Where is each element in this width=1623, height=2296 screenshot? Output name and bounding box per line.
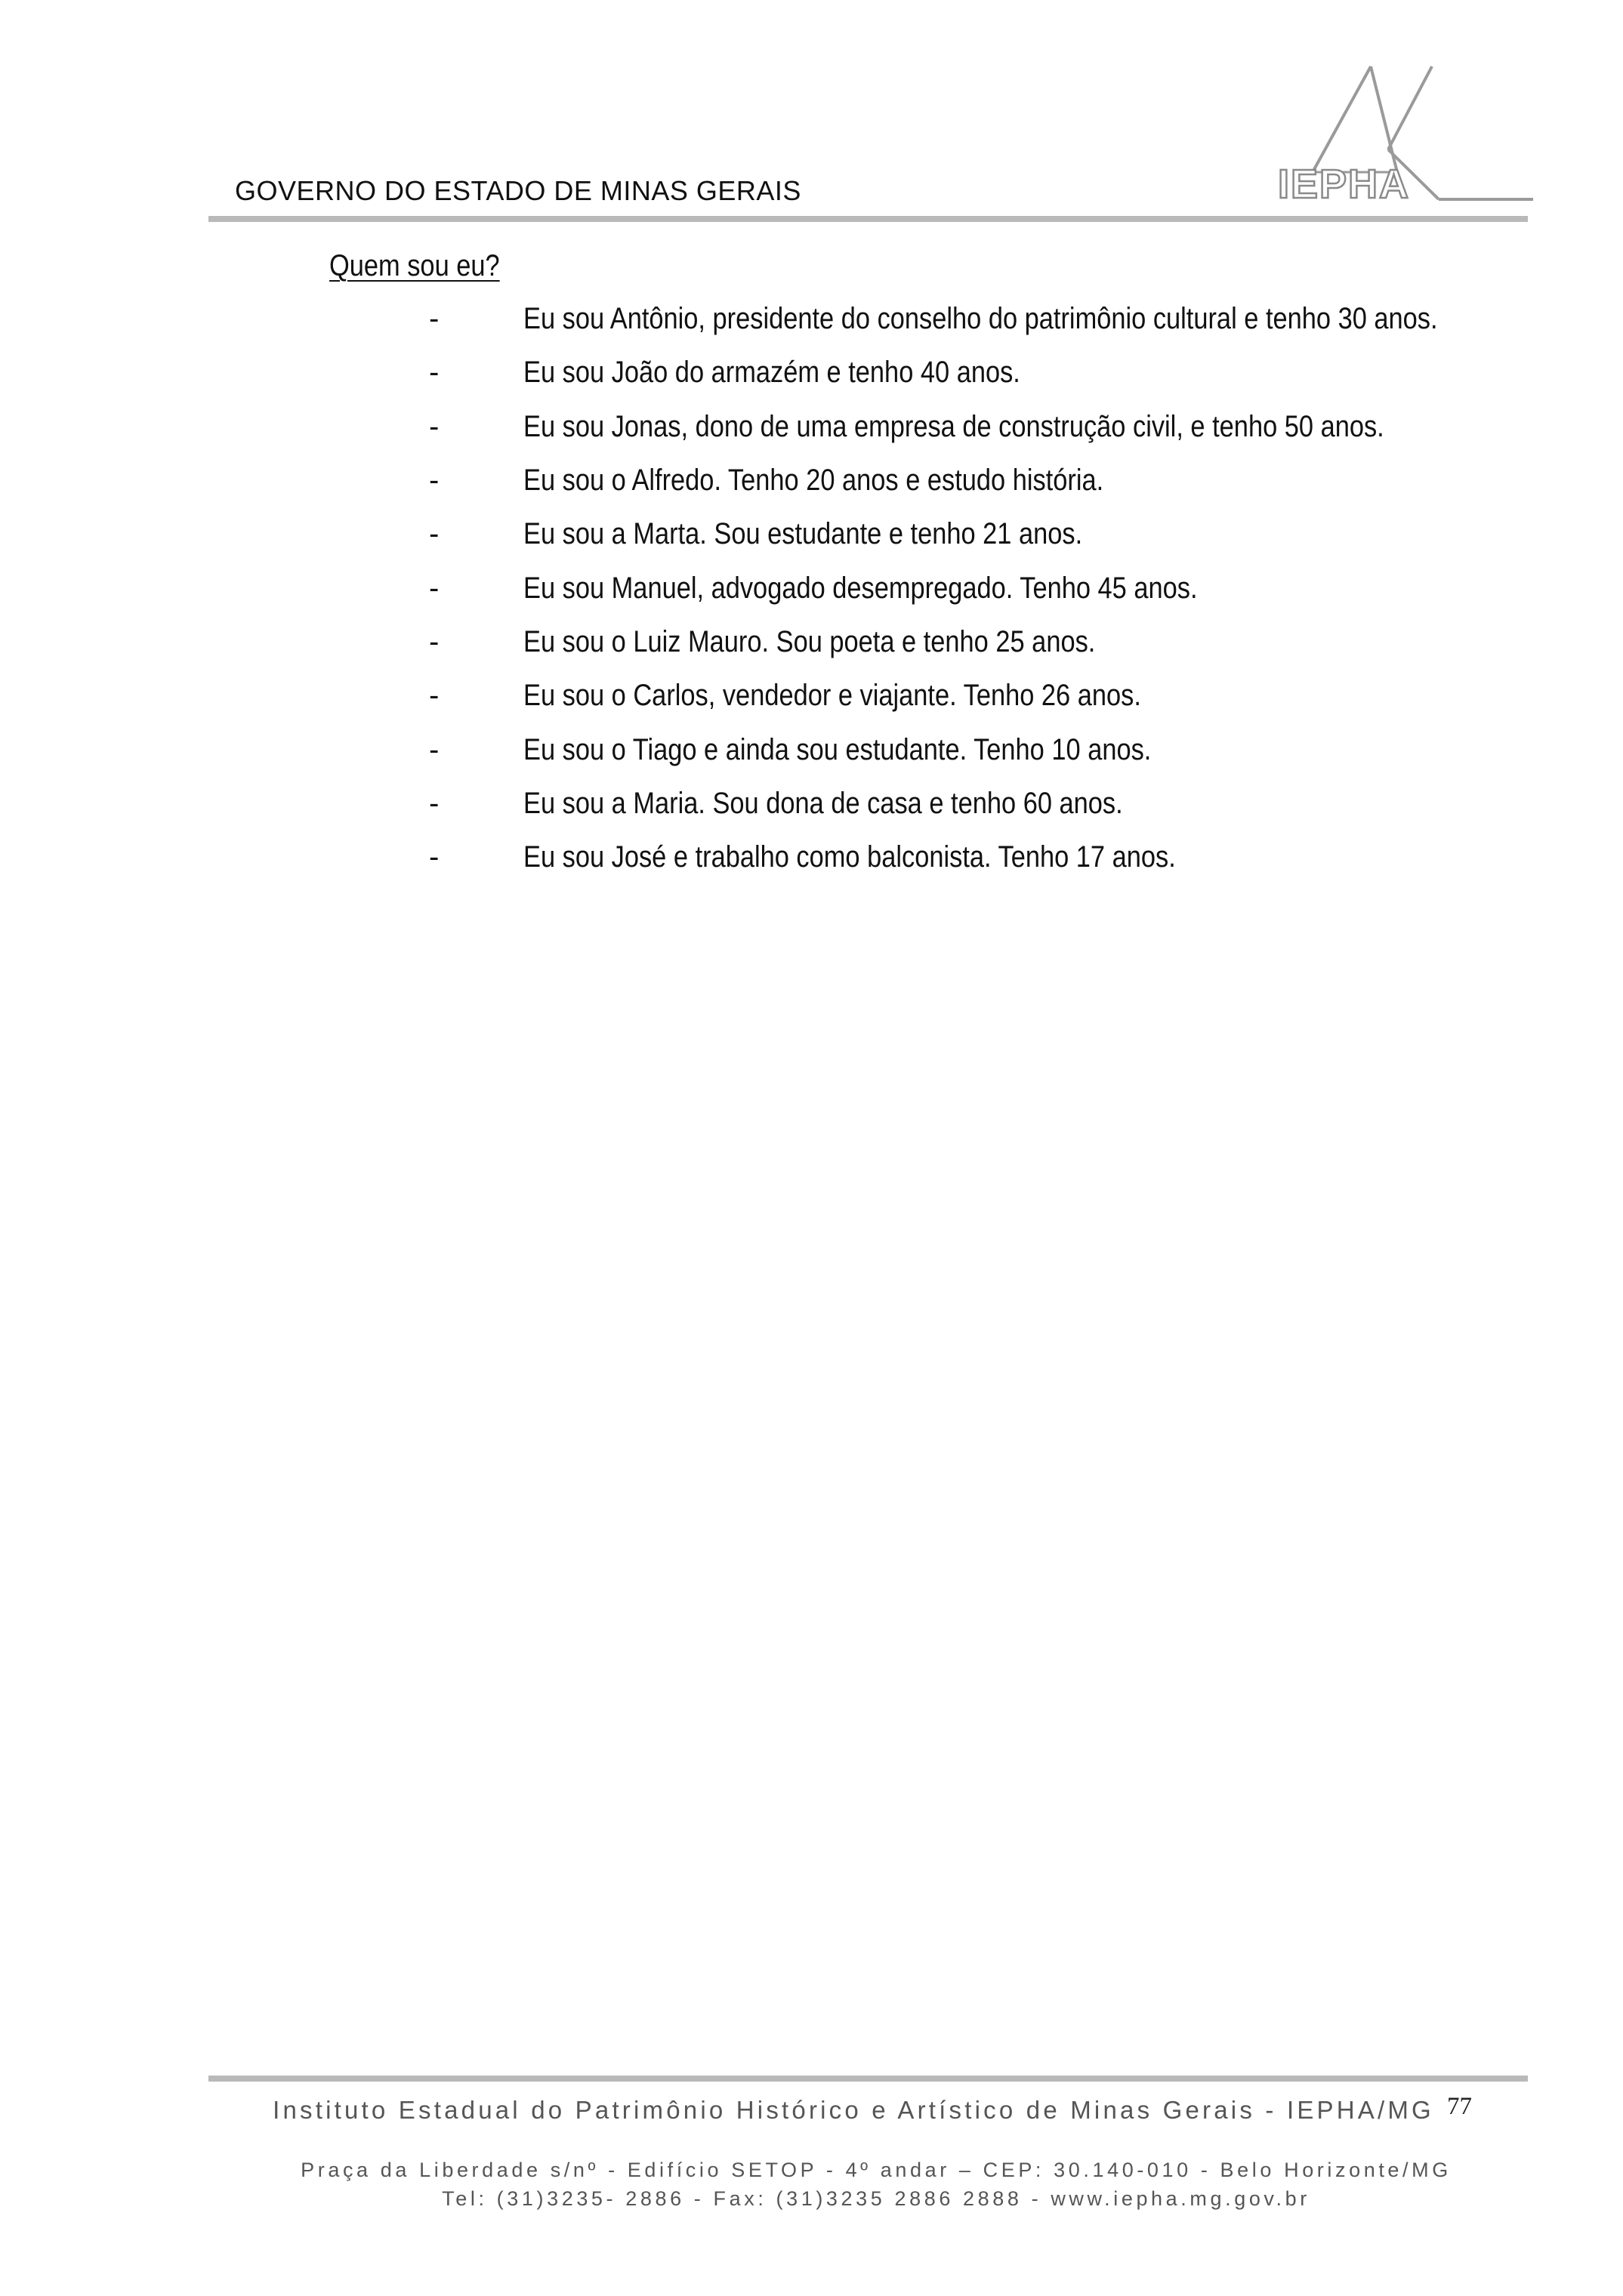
list-item-text: Eu sou José e trabalho como balconista. Tenho 17 anos. <box>523 840 1176 874</box>
iepha-logo <box>1276 59 1533 210</box>
list-item-text: Eu sou o Tiago e ainda sou estudante. Tenho 10 anos. <box>523 733 1152 766</box>
list-item-text: Eu sou a Maria. Sou dona de casa e tenho 60 anos. <box>523 787 1123 820</box>
footer-contact: Tel: (31)3235- 2886 - Fax: (31)3235 2886 2888 - www.iepha.mg.gov.br <box>442 2187 1310 2210</box>
list-dash: - <box>429 840 440 874</box>
list-dash: - <box>429 787 440 820</box>
section-title: Quem sou eu? <box>329 249 500 282</box>
footer-divider <box>208 2076 1528 2082</box>
list-dash: - <box>429 464 440 497</box>
footer-address: Praça da Liberdade s/nº - Edifício SETOP - 4º andar – CEP: 30.140-010 - Belo Horizonte/MG <box>301 2159 1452 2181</box>
list-item-text: Eu sou a Marta. Sou estudante e tenho 21 anos. <box>523 517 1083 550</box>
list-dash: - <box>429 410 440 443</box>
list-item-text: Eu sou Jonas, dono de uma empresa de construção civil, e tenho 50 anos. <box>523 410 1384 443</box>
list-item-text: Eu sou Manuel, advogado desempregado. Tenho 45 anos. <box>523 572 1198 605</box>
list-item-text: Eu sou o Luiz Mauro. Sou poeta e tenho 25 anos. <box>523 625 1096 658</box>
list-dash: - <box>429 625 440 658</box>
list-dash: - <box>429 302 440 335</box>
list-dash: - <box>429 572 440 605</box>
list-item-text: Eu sou Antônio, presidente do conselho do patrimônio cultural e tenho 30 anos. <box>523 302 1438 335</box>
list-item-text: Eu sou o Alfredo. Tenho 20 anos e estudo história. <box>523 464 1104 497</box>
list-dash: - <box>429 356 440 389</box>
header-title: GOVERNO DO ESTADO DE MINAS GERAIS <box>235 175 801 206</box>
header-divider <box>208 216 1528 222</box>
list-item-text: Eu sou o Carlos, vendedor e viajante. Tenho 26 anos. <box>523 679 1141 712</box>
page-number: 77 <box>1447 2093 1472 2120</box>
list-item-text: Eu sou João do armazém e tenho 40 anos. <box>523 356 1020 389</box>
list-dash: - <box>429 679 440 712</box>
logo-text: IEPHA <box>1278 162 1411 207</box>
list-dash: - <box>429 517 440 550</box>
footer-institute-name: Instituto Estadual do Patrimônio Histórico e Artístico de Minas Gerais - IEPHA/MG <box>273 2096 1434 2124</box>
list-dash: - <box>429 733 440 766</box>
